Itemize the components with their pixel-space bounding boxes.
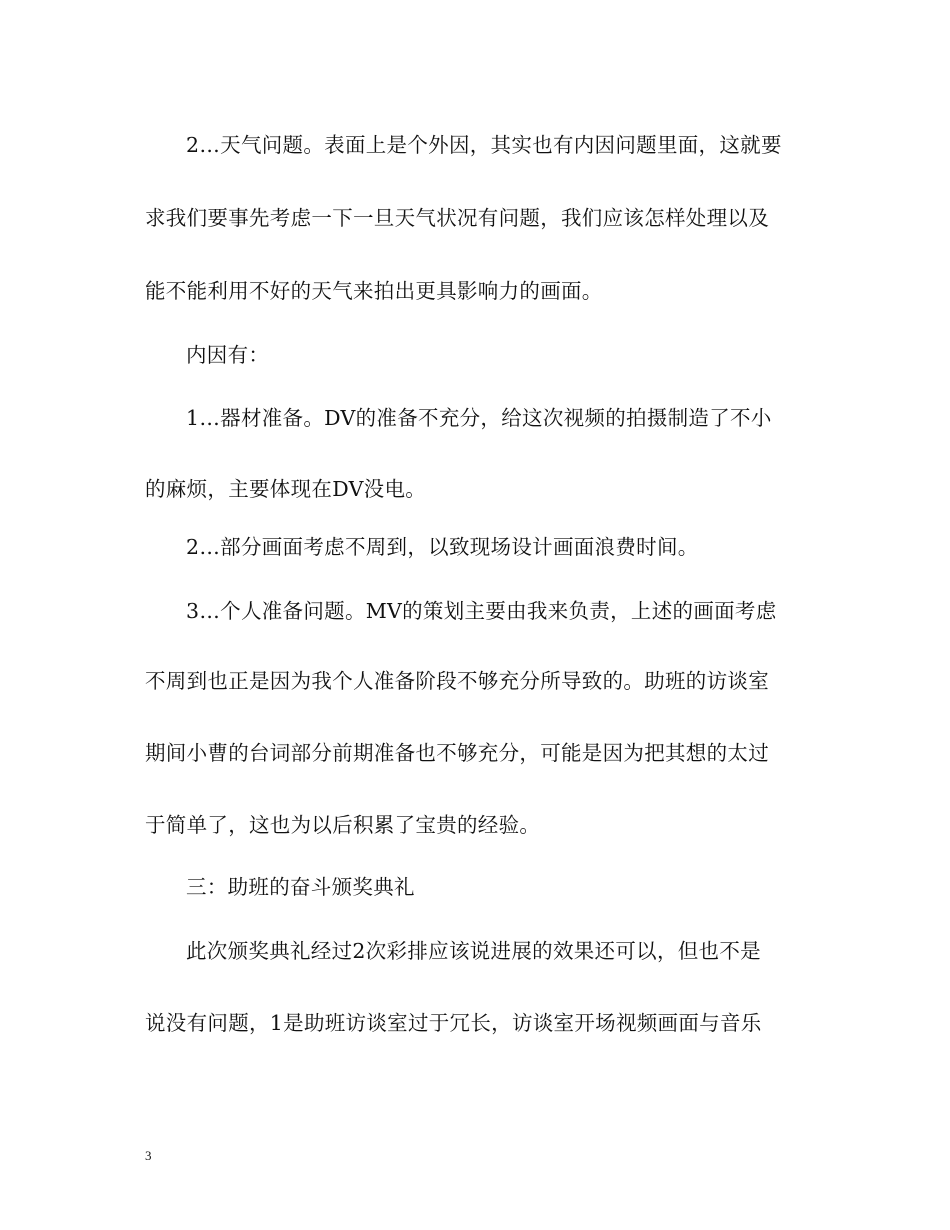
- section-heading: 三：助班的奋斗颁奖典礼: [186, 875, 415, 899]
- paragraph-line: 3…个人准备问题。MV的策划主要由我来负责，上述的画面考虑: [186, 599, 777, 623]
- paragraph-line: 的麻烦，主要体现在DV没电。: [145, 477, 427, 501]
- paragraph-line: 此次颁奖典礼经过2次彩排应该说进展的效果还可以，但也不是: [186, 939, 761, 963]
- section-heading: 内因有：: [186, 343, 270, 367]
- paragraph-line: 1…器材准备。DV的准备不充分，给这次视频的拍摄制造了不小: [186, 406, 772, 430]
- paragraph-line: 2…天气问题。表面上是个外因，其实也有内因问题里面，这就要: [186, 133, 782, 157]
- paragraph-line: 期间小曹的台词部分前期准备也不够充分，可能是因为把其想的太过: [145, 741, 769, 765]
- paragraph-line: 求我们要事先考虑一下一旦天气状况有问题，我们应该怎样处理以及: [145, 206, 769, 230]
- paragraph-line: 说没有问题，1是助班访谈室过于冗长，访谈室开场视频画面与音乐: [145, 1011, 762, 1035]
- paragraph-line: 于简单了，这也为以后积累了宝贵的经验。: [145, 813, 541, 837]
- paragraph-line: 不周到也正是因为我个人准备阶段不够充分所导致的。助班的访谈室: [145, 669, 769, 693]
- paragraph-line: 能不能利用不好的天气来拍出更具影响力的画面。: [145, 279, 603, 303]
- paragraph-line: 2…部分画面考虑不周到，以致现场设计画面浪费时间。: [186, 535, 699, 559]
- page-number: 3: [145, 1148, 152, 1163]
